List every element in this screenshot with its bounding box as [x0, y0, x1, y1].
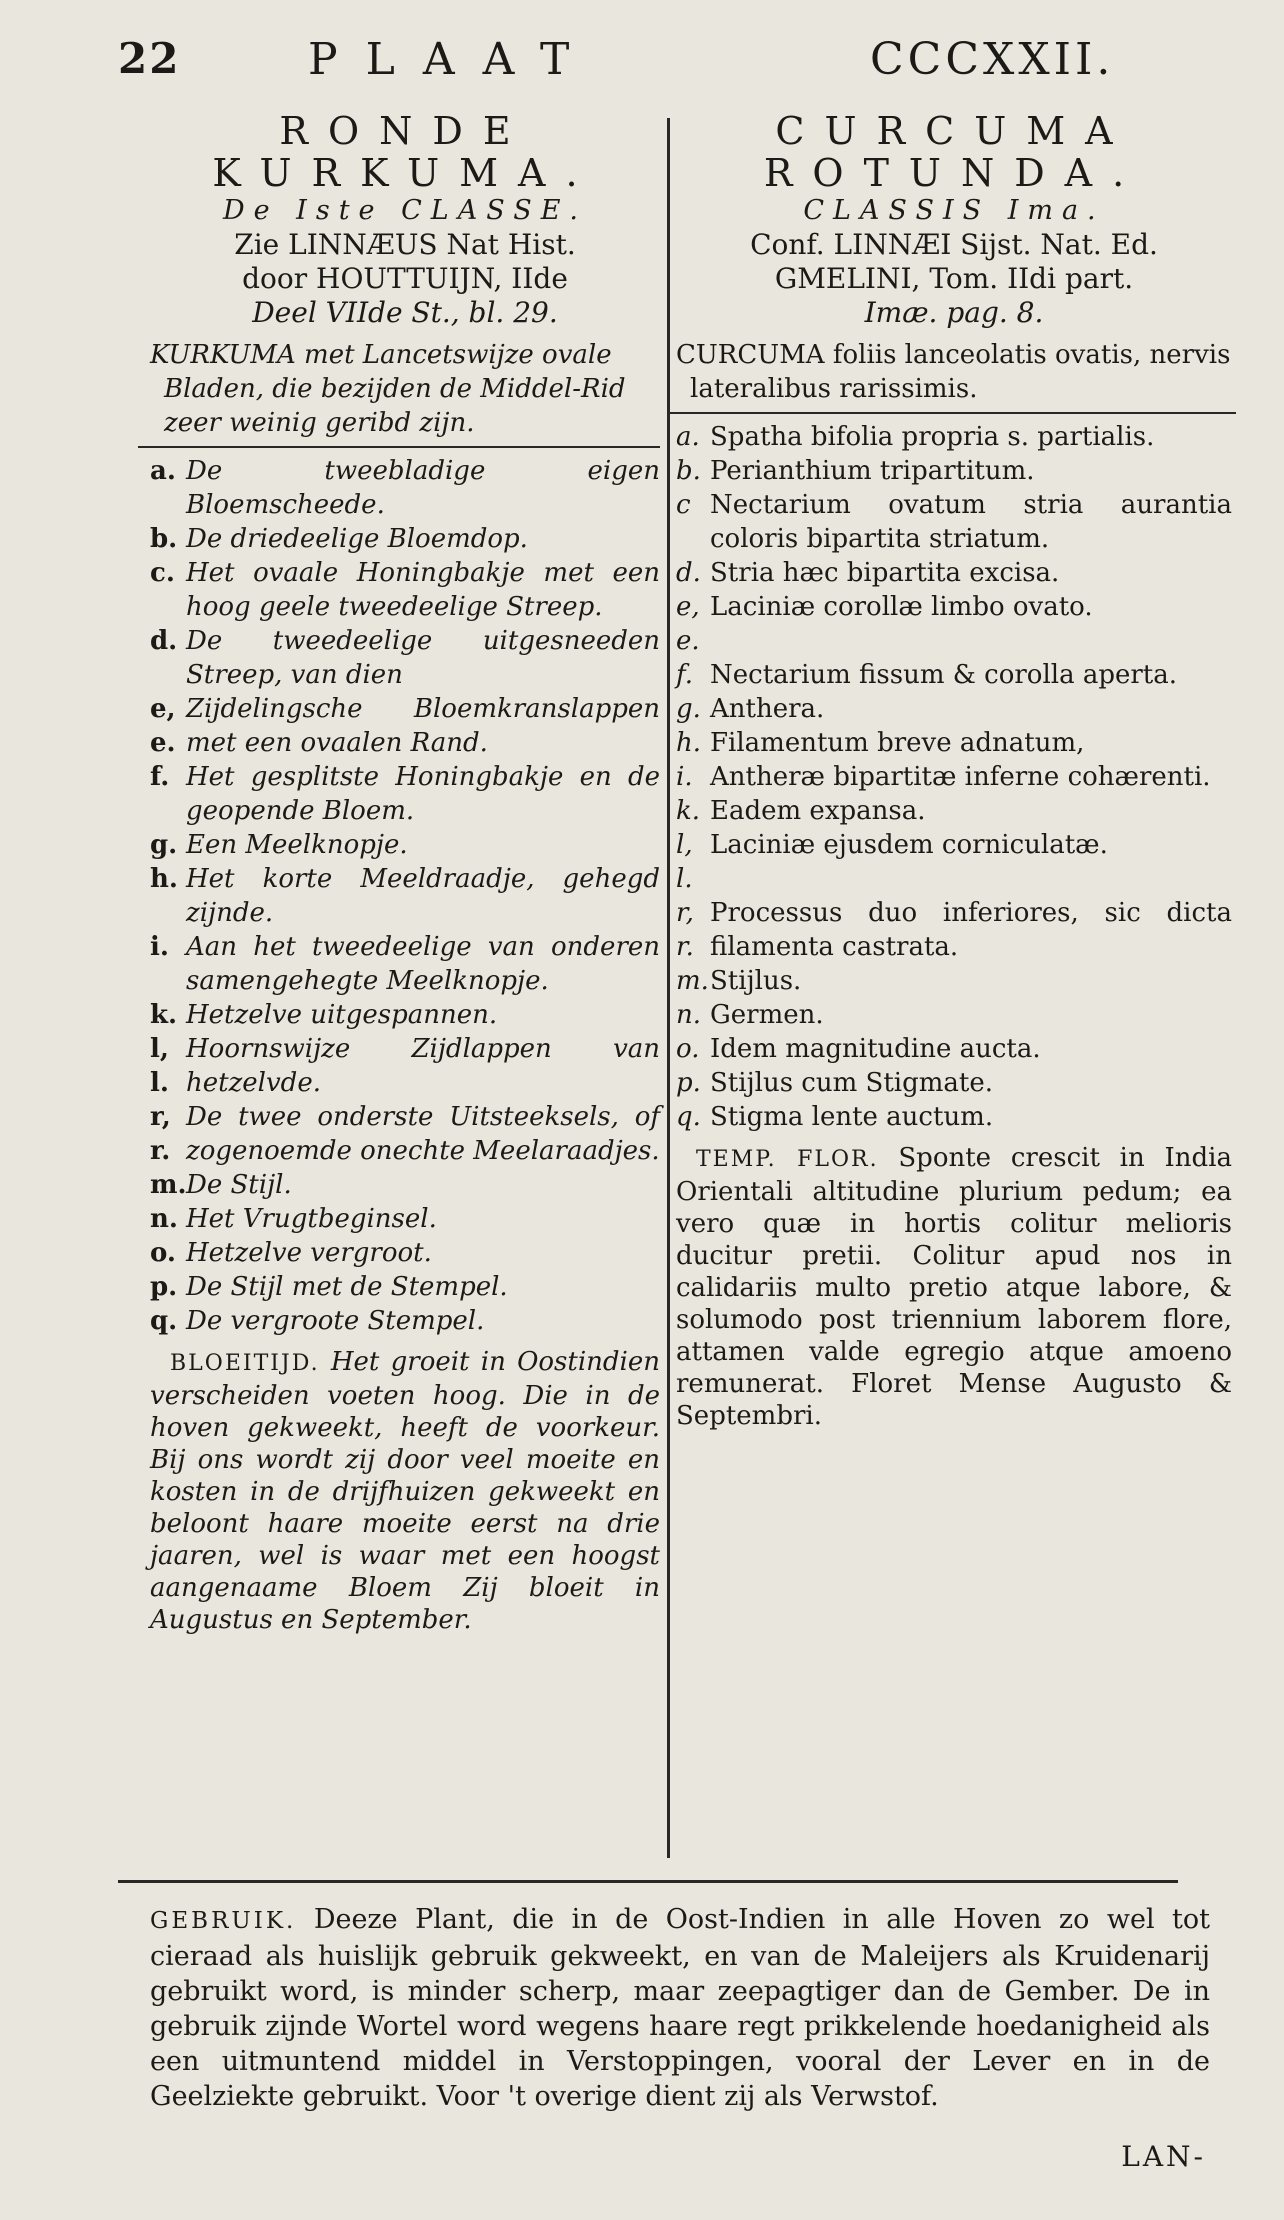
column-divider — [667, 118, 670, 1858]
legend-key: o. — [150, 1238, 176, 1268]
legend-item — [150, 1202, 660, 1236]
legend-key: f. — [150, 762, 170, 792]
gebruik-text: Deeze Plant, die in de Oost-Indien in alle Hoven zo wel tot cieraad als huislijk gebruik gekweekt, en van de Maleijers als Kruidenarij gebruikt word, is minder scherp, maar zeepagtiger dan de Gember. De in gebruik zijnde Wortel word wegens haare regt prikkelende hoedanigheid als een uitmuntend middel in Verstoppingen, vooral der Lever en in de Geelziekte gebruikt. Voor 't overige dient zij als Verwstof. — [150, 1904, 1210, 2112]
latin-column — [676, 110, 1232, 1432]
legend-key: q. — [150, 1306, 178, 1336]
plate-numeral: CCCXXII. — [870, 34, 1115, 85]
legend-text: De vergroote Stempel. — [186, 1306, 485, 1336]
dutch-ref-1: Zie LINNÆUS Nat Hist. — [234, 228, 576, 261]
legend-item — [676, 692, 1232, 726]
latin-legend-list — [676, 420, 1232, 1134]
legend-key: h. — [676, 728, 702, 758]
page-number: 22 — [118, 34, 181, 83]
legend-item — [150, 930, 660, 998]
legend-key: f. — [676, 660, 693, 690]
legend-item — [676, 1066, 1232, 1100]
legend-text: De Stijl met de Stempel. — [186, 1272, 508, 1302]
legend-text: Zijdelingsche Bloemkranslappen met een ovaalen Rand. — [186, 694, 660, 758]
legend-text: Stigma lente auctum. — [710, 1102, 994, 1132]
legend-key: g. — [150, 830, 178, 860]
legend-text: Idem magnitudine aucta. — [710, 1034, 1041, 1064]
legend-key: k. — [676, 796, 701, 826]
legend-text: Laciniæ corollæ limbo ovato. — [710, 592, 1093, 622]
legend-item — [150, 692, 660, 760]
legend-key: r, r. — [676, 898, 694, 962]
dutch-rule — [138, 446, 660, 448]
plate-label: PLAAT — [308, 34, 598, 85]
legend-text: Het gesplitste Honingbakje en de geopende Bloem. — [186, 762, 660, 826]
dutch-description: KURKUMA met Lancetswijze ovale Bladen, die bezijden de Middel-Rid zeer weinig geribd zijn. — [150, 340, 626, 438]
legend-text: Germen. — [710, 1000, 824, 1030]
gebruik-label: GEBRUIK. — [150, 1908, 297, 1934]
latin-ref-1: Conf. LINNÆI Sijst. Nat. Ed. — [750, 228, 1158, 261]
legend-item — [676, 760, 1232, 794]
legend-item — [150, 1304, 660, 1338]
legend-text: De driedeelige Bloemdop. — [186, 524, 528, 554]
dutch-title-1: RONDE — [279, 109, 531, 153]
legend-item — [150, 760, 660, 828]
legend-key: o. — [676, 1034, 700, 1064]
legend-key: c. — [150, 558, 175, 588]
latin-ref-3: Imæ. pag. 8. — [864, 296, 1044, 329]
legend-key: p. — [676, 1068, 701, 1098]
legend-text: Spatha bifolia propria s. partialis. — [710, 422, 1155, 452]
legend-key: d. — [150, 626, 178, 656]
legend-item — [150, 522, 660, 556]
dutch-legend-list — [150, 454, 660, 1338]
legend-item — [676, 1100, 1232, 1134]
legend-text: Eadem expansa. — [710, 796, 926, 826]
legend-key: h. — [150, 864, 178, 894]
legend-item — [676, 420, 1232, 454]
page-header — [118, 28, 1224, 98]
latin-ref-2: GMELINI, Tom. IIdi part. — [774, 262, 1134, 295]
legend-text: De Stijl. — [186, 1170, 292, 1200]
legend-key: a. — [150, 456, 176, 486]
legend-text: Filamentum breve adnatum, — [710, 728, 1085, 758]
dutch-bloeitijd — [150, 1346, 660, 1636]
legend-item — [150, 556, 660, 624]
legend-item — [676, 998, 1232, 1032]
temp-flor-text: Sponte crescit in India Orientali altitudine plurium pedum; ea vero quæ in hortis colitur melioris ducitur pretii. Colitur apud nos in calidariis multo pretio atque labore, & solumodo post triennium laborem flore, attamen valde egregio atque amoeno remunerat. Floret Mense Augusto & Septembri. — [676, 1143, 1232, 1431]
legend-key: b. — [676, 456, 701, 486]
bloeitijd-label: BLOEITIJD. — [170, 1351, 320, 1376]
latin-title-1: CURCUMA — [775, 109, 1133, 153]
legend-key: l, l. — [676, 830, 693, 894]
legend-item — [676, 1032, 1232, 1066]
legend-item — [676, 658, 1232, 692]
legend-text: Een Meelknopje. — [186, 830, 408, 860]
legend-item — [150, 1032, 660, 1100]
legend-text: De tweedeelige uitgesneeden Streep, van dien — [186, 626, 660, 690]
legend-key: d. — [676, 558, 701, 588]
legend-text: Hetzelve vergroot. — [186, 1238, 432, 1268]
gebruik-paragraph — [150, 1902, 1210, 2114]
legend-text: Nectarium fissum & corolla aperta. — [710, 660, 1178, 690]
latin-rule — [668, 412, 1236, 414]
legend-item — [676, 590, 1232, 658]
legend-item — [676, 828, 1232, 896]
legend-item — [150, 1270, 660, 1304]
legend-key: n. — [676, 1000, 702, 1030]
legend-key: i. — [676, 762, 693, 792]
legend-text: Stria hæc bipartita excisa. — [710, 558, 1060, 588]
legend-key: k. — [150, 1000, 178, 1030]
latin-temp-flor — [676, 1142, 1232, 1432]
legend-key: m. — [676, 966, 709, 996]
legend-text: Antheræ bipartitæ inferne cohærenti. — [710, 762, 1211, 792]
legend-key: p. — [150, 1272, 178, 1302]
legend-key: c — [676, 490, 691, 520]
dutch-column — [150, 110, 660, 1636]
legend-item — [676, 454, 1232, 488]
legend-item — [150, 454, 660, 522]
legend-text: Processus duo inferiores, sic dicta filamenta castrata. — [710, 898, 1232, 962]
legend-text: De twee onderste Uitsteeksels, of zogenoemde onechte Meelaraadjes. — [186, 1102, 660, 1166]
legend-key: m. — [150, 1170, 187, 1200]
legend-key: g. — [676, 694, 701, 724]
legend-key: i. — [150, 932, 169, 962]
legend-text: Anthera. — [710, 694, 825, 724]
legend-text: Nectarium ovatum stria aurantia coloris bipartita striatum. — [710, 490, 1232, 554]
legend-text: Hetzelve uitgespannen. — [186, 1000, 498, 1030]
legend-item — [150, 828, 660, 862]
section-rule — [118, 1880, 1178, 1883]
legend-item — [676, 726, 1232, 760]
legend-text: Het korte Meeldraadje, gehegd zijnde. — [186, 864, 660, 928]
legend-item — [150, 1168, 660, 1202]
latin-classis: CLASSIS Ima. — [803, 195, 1105, 226]
legend-key: e, e. — [150, 694, 176, 758]
legend-item — [150, 624, 660, 692]
catchword: LAN- — [1121, 2140, 1206, 2173]
bloeitijd-text: Het groeit in Oostindien verscheiden voeten hoog. Die in de hoven gekweekt, heeft de voorkeur. Bij ons wordt zij door veel moeite en kosten in de drijfhuizen gekweekt en beloont haare moeite eerst na drie jaaren, wel is waar met een hoogst aangenaame Bloem Zij bloeit in Augustus en September. — [150, 1347, 660, 1635]
legend-item — [676, 896, 1232, 964]
legend-text: Stijlus cum Stigmate. — [710, 1068, 994, 1098]
legend-key: r, r. — [150, 1102, 171, 1166]
legend-text: Laciniæ ejusdem corniculatæ. — [710, 830, 1108, 860]
legend-item — [150, 998, 660, 1032]
legend-text: Hoornswijze Zijdlappen van hetzelvde. — [186, 1034, 660, 1098]
dutch-classe: De Iste CLASSE. — [222, 195, 588, 226]
legend-key: q. — [676, 1102, 701, 1132]
legend-key: b. — [150, 524, 178, 554]
legend-key: n. — [150, 1204, 178, 1234]
legend-item — [150, 1100, 660, 1168]
legend-text: Het ovaale Honingbakje met een hoog geele tweedeelige Streep. — [186, 558, 660, 622]
legend-key: a. — [676, 422, 700, 452]
legend-item — [150, 1236, 660, 1270]
legend-text: De tweebladige eigen Bloemscheede. — [186, 456, 660, 520]
legend-item — [676, 556, 1232, 590]
legend-item — [676, 794, 1232, 828]
legend-text: Perianthium tripartitum. — [710, 456, 1035, 486]
legend-text: Het Vrugtbeginsel. — [186, 1204, 437, 1234]
dutch-ref-2: door HOUTTUIJN, IIde — [242, 262, 568, 295]
legend-item — [676, 964, 1232, 998]
legend-key: e, e. — [676, 592, 700, 656]
legend-text: Stijlus. — [710, 966, 802, 996]
legend-key: l, l. — [150, 1034, 169, 1098]
latin-title-2: ROTUNDA. — [763, 151, 1145, 195]
dutch-title-2: KURKUMA. — [212, 151, 598, 195]
dutch-ref-3: Deel VIIde St., bl. 29. — [252, 296, 558, 329]
legend-text: Aan het tweedeelige van onderen samengehegte Meelknopje. — [186, 932, 660, 996]
legend-item — [150, 862, 660, 930]
latin-description: CURCUMA foliis lanceolatis ovatis, nervis lateralibus rarissimis. — [676, 340, 1231, 404]
legend-item — [676, 488, 1232, 556]
temp-flor-label: TEMP. FLOR. — [696, 1147, 879, 1172]
